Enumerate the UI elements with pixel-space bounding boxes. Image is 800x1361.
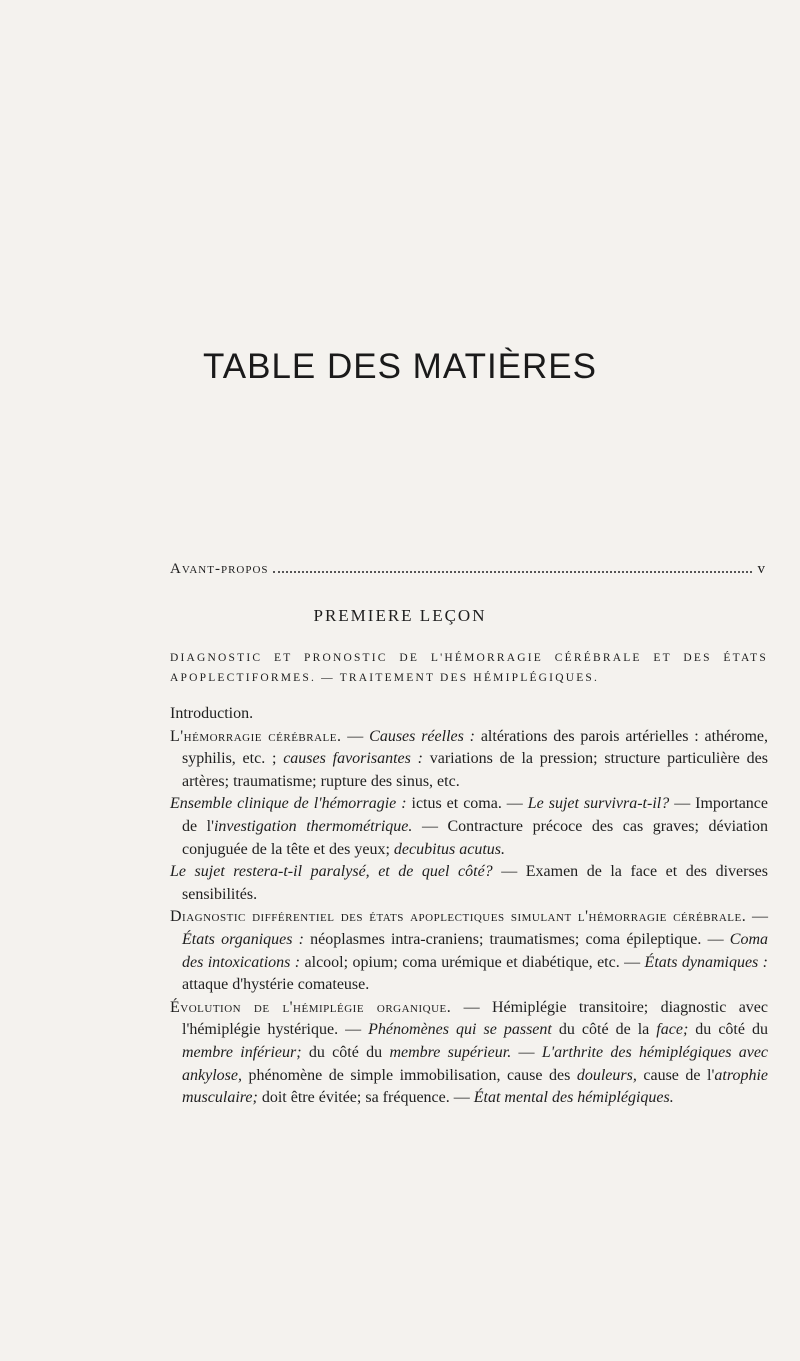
entry-italic: causes favorisantes : xyxy=(283,750,423,768)
entry-italic: Le sujet survivra-t-il? xyxy=(527,795,670,813)
entry-italic: membre inférieur; xyxy=(182,1043,302,1061)
entry-text: — Hémiplégie transitoire; diagnostic avec l'hémiplégie hystérique. — xyxy=(182,998,768,1039)
entry-text: — xyxy=(511,1043,542,1061)
entry-text: du côté du xyxy=(301,1043,390,1061)
entry-text: du côté du xyxy=(688,1021,769,1039)
entry-diagnostic-differentiel xyxy=(170,906,768,996)
entry-text: — Contracture précoce des cas graves; déviation conjuguée de la tête et des yeux; xyxy=(182,817,769,858)
entry-italic: L'arthrite des hémiplégiques avec ankylose, xyxy=(182,1043,769,1084)
entry-italic: Phénomènes qui se passent xyxy=(368,1021,552,1039)
entry-head: Ensemble clinique de l'hémorragie : xyxy=(170,795,407,813)
entry-head: Évolution de l'hémiplégie organique. xyxy=(170,998,452,1016)
entry-italic: membre supérieur. xyxy=(389,1043,512,1061)
entry-head: L'hémorragie cérébrale. xyxy=(170,727,342,745)
lecon-summary: DIAGNOSTIC ET PRONOSTIC DE L'HÉMORRAGIE CÉRÉBRALE ET DES ÉTATS APOPLECTIFORMES. — TRAITEMENT DES HÉMIPLÉGIQUES. xyxy=(170,652,768,684)
entry-italic: États organiques : xyxy=(182,930,304,948)
dot-leader xyxy=(273,571,752,573)
entry-text: altérations des parois artérielles : athérome, syphilis, etc. ; xyxy=(182,727,769,768)
entry-head: Diagnostic différentiel des états apoplectiques simulant l'hémorragie cérébrale. xyxy=(170,908,747,926)
entry-text: — xyxy=(746,908,768,926)
entry-text: phénomène de simple immobilisation, cause des xyxy=(241,1066,577,1084)
entry-text: ictus et coma. — xyxy=(406,795,528,813)
entry-italic: atrophie musculaire; xyxy=(182,1066,768,1107)
entry-ensemble-clinique xyxy=(170,793,768,861)
toc-entry-avant-propos[interactable] xyxy=(170,561,765,578)
entry-text: — xyxy=(341,727,370,745)
entry-text: du côté de la xyxy=(551,1021,657,1039)
entry-text: attaque d'hystérie comateuse. xyxy=(182,976,370,994)
entry-text: alcool; opium; coma urémique et diabétique, etc. — xyxy=(300,953,645,971)
entry-italic: États dynamiques : xyxy=(644,953,769,971)
entry-head: Le sujet restera-t-il paralysé, et de quel côté? xyxy=(170,863,493,881)
entry-italic: État mental des hémiplégiques. xyxy=(473,1089,674,1107)
entry-text: — Examen de la face et des diverses sensibilités. xyxy=(182,863,768,903)
entry-text: néoplasmes intra-craniens; traumatismes; coma épileptique. — xyxy=(303,930,730,948)
entry-hemorragie xyxy=(170,726,768,794)
entry-paralyse xyxy=(170,861,768,906)
entry-text: — Importance de l' xyxy=(182,795,769,835)
entry-text: doit être évitée; sa fréquence. — xyxy=(257,1089,474,1107)
entry-italic: Causes réelles : xyxy=(369,727,475,745)
toc-label: Avant-propos xyxy=(170,561,269,577)
entry-italic: face; xyxy=(656,1021,689,1039)
entry-italic: Coma des intoxications : xyxy=(182,930,768,971)
entry-text: variations de la pression; structure particulière des artères; traumatisme; rupture des sinus, etc. xyxy=(182,750,769,790)
entry-italic: decubitus acutus. xyxy=(393,840,506,858)
entry-text: cause de l' xyxy=(636,1066,715,1084)
entry-italic: douleurs, xyxy=(576,1066,637,1084)
lecon-contents xyxy=(170,703,768,1110)
entry-italic: investigation thermométrique. xyxy=(213,817,413,835)
toc-page-number: v xyxy=(757,561,765,577)
lecon-heading: PREMIERE LEÇON xyxy=(313,606,487,625)
entry-introduction: Introduction. xyxy=(170,705,254,722)
entry-evolution xyxy=(170,997,768,1110)
page-title: TABLE DES MATIÈRES xyxy=(202,347,597,386)
